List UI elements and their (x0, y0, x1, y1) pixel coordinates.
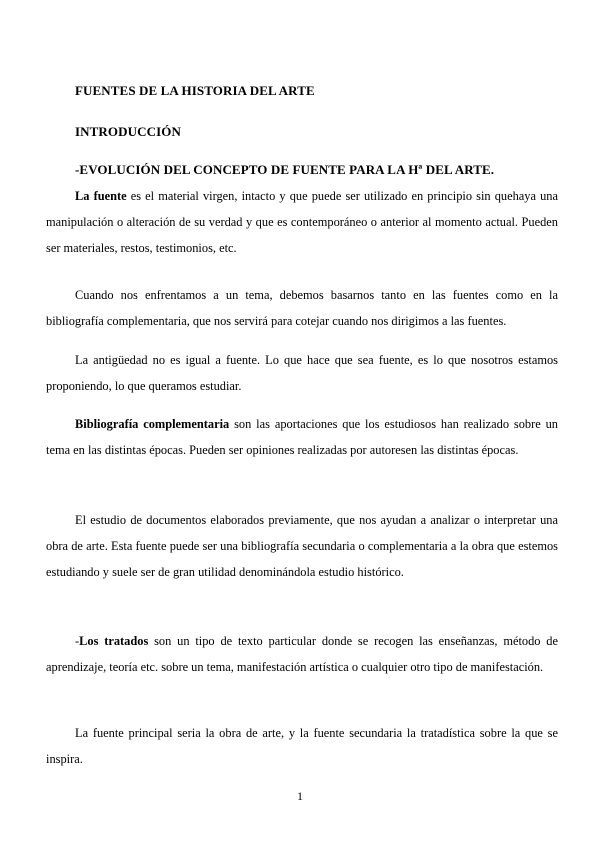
paragraph-fuente (46, 183, 558, 261)
paragraph-bibliografia-text: son las aportaciones que los estudiosos han realizado sobre un tema en las distintas épocas. Pueden ser opiniones realizadas por autoresen las distintas épocas. (46, 417, 558, 457)
paragraph-bibliografia-intro: Cuando nos enfrentamos a un tema, debemos basarnos tanto en las fuentes como en la bibliografía complementaria, que nos servirá para cotejar cuando nos dirigimos a las fuentes. (46, 288, 558, 328)
paragraph-fuente-principal: La fuente principal seria la obra de arte, y la fuente secundaria la tratadística sobre la que se inspira. (46, 726, 558, 766)
paragraph-tratados-text: son un tipo de texto particular donde se recogen las enseñanzas, método de aprendizaje, teoría etc. sobre un tema, manifestación artística o cualquier otro tipo de manifestación. (46, 634, 558, 674)
paragraph-tratados (46, 628, 558, 680)
term-tratados: Los tratados (79, 634, 149, 648)
section-heading: INTRODUCCIÓN (75, 124, 181, 139)
term-fuente: La fuente (75, 189, 127, 203)
page-number: 1 (297, 789, 303, 803)
term-bibliografia: Bibliografía complementaria (75, 417, 230, 431)
paragraph-fuente-text: es el material virgen, intacto y que puede ser utilizado en principio sin quehaya una manipulación o alteración de su verdad y que es contemporáneo o anterior al momento actual. Pueden ser materiales, restos, testimonios, etc. (46, 189, 558, 255)
tratados-prefix: - (75, 634, 80, 648)
paragraph-antiguedad: La antigüedad no es igual a fuente. Lo que hace que sea fuente, es lo que nosotros estamos proponiendo, lo que queramos estudiar. (46, 353, 558, 393)
document-title: FUENTES DE LA HISTORIA DEL ARTE (75, 83, 315, 98)
paragraph-estudio-historico: El estudio de documentos elaborados previamente, que nos ayudan a analizar o interpretar una obra de arte. Esta fuente puede ser una bibliografía secundaria o complementaria a la obra que estemos estudiando y suele ser de gran utilidad denominándola estudio histórico. (46, 513, 558, 579)
subsection-heading: -EVOLUCIÓN DEL CONCEPTO DE FUENTE PARA LA Hª DEL ARTE. (75, 162, 495, 177)
paragraph-bibliografia-complementaria (46, 411, 558, 463)
